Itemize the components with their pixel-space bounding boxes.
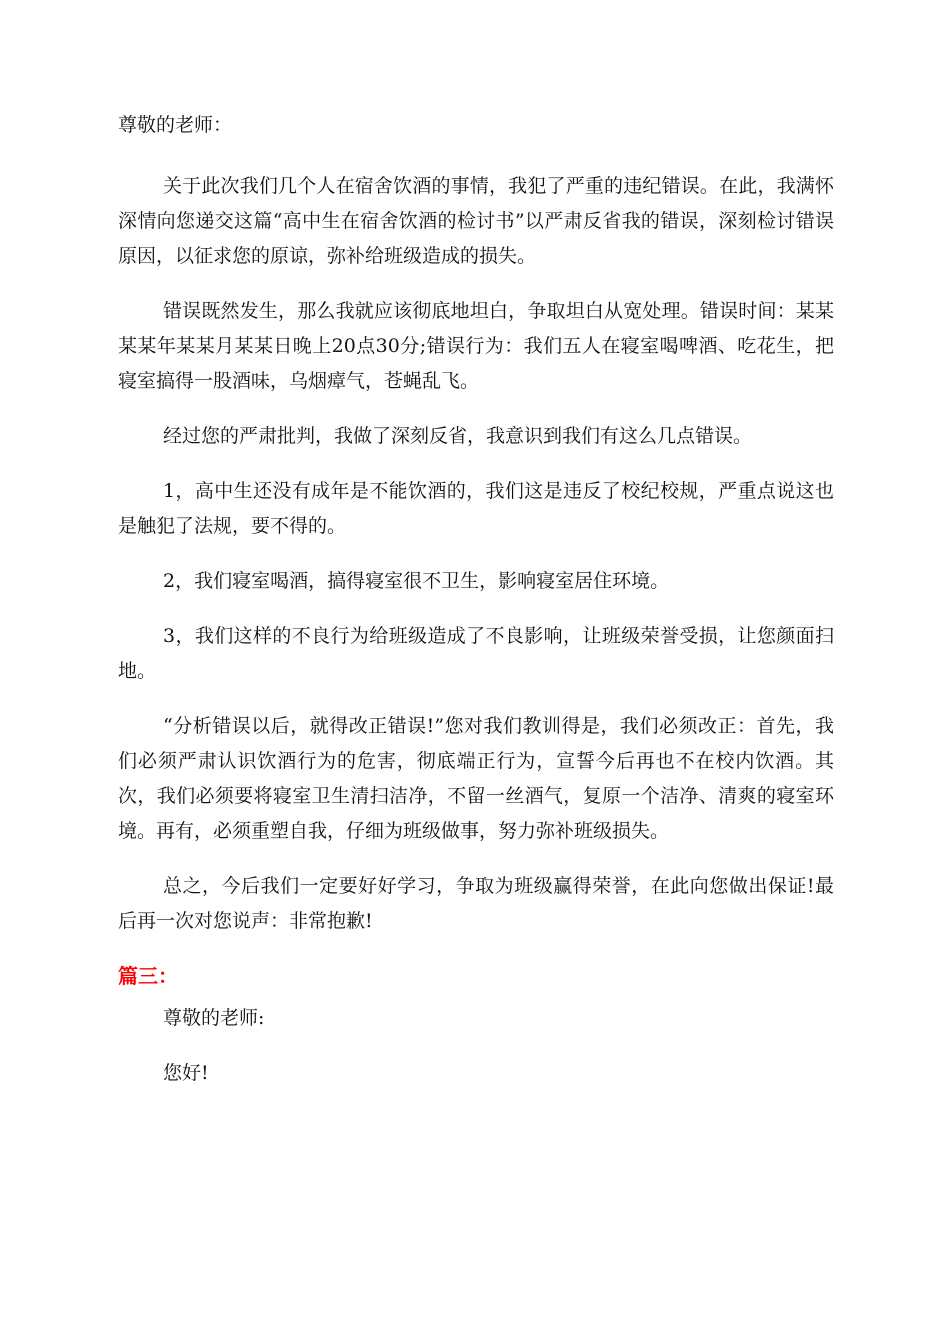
paragraph-reflection: 经过您的严肃批判，我做了深刻反省，我意识到我们有这么几点错误。 <box>163 425 753 447</box>
section3-greeting: 您好! <box>163 1062 209 1084</box>
paragraph-intro: 关于此次我们几个人在宿舍饮酒的事情，我犯了严重的违纪错误。在此，我满怀深情向您递交这篇“高中生在宿舍饮酒的检讨书”以严肃反省我的错误，深刻检讨错误原因，以征求您的原谅，弥补给班级造成的损失。 <box>118 175 834 267</box>
paragraph-point-1: 1，高中生还没有成年是不能饮酒的，我们这是违反了校纪校规，严重点说这也是触犯了法规，要不得的。 <box>118 480 834 537</box>
document-page <box>118 108 834 1111</box>
section3-salutation: 尊敬的老师: <box>163 1007 265 1029</box>
salutation: 尊敬的老师： <box>118 114 233 136</box>
section-heading: 篇三： <box>118 964 178 988</box>
paragraph-point-3: 3，我们这样的不良行为给班级造成了不良影响，让班级荣誉受损，让您颜面扫地。 <box>118 625 834 682</box>
paragraph-confession: 错误既然发生，那么我就应该彻底地坦白，争取坦白从宽处理。错误时间：某某某某年某某月某某日晚上20点30分;错误行为：我们五人在寝室喝啤酒、吃花生，把寝室搞得一股酒味，乌烟瘴气，苍蝇乱飞。 <box>118 300 834 392</box>
paragraph-correction: “分析错误以后，就得改正错误!”您对我们教训得是，我们必须改正：首先，我们必须严肃认识饮酒行为的危害，彻底端正行为，宣誓今后再也不在校内饮酒。其次，我们必须要将寝室卫生清扫洁净，不留一丝酒气，复原一个洁净、清爽的寝室环境。再有，必须重塑自我，仔细为班级做事，努力弥补班级损失。 <box>118 715 834 842</box>
paragraph-point-2: 2，我们寝室喝酒，搞得寝室很不卫生，影响寝室居住环境。 <box>163 570 670 592</box>
paragraph-conclusion: 总之，今后我们一定要好好学习，争取为班级赢得荣誉，在此向您做出保证!最后再一次对您说声：非常抱歉! <box>118 875 834 932</box>
